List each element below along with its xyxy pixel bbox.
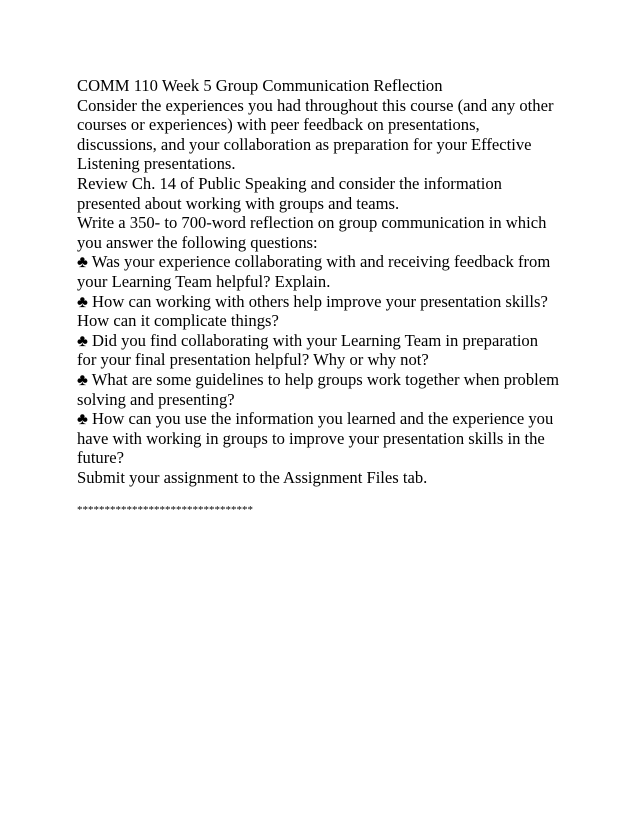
- intro-line-1: Consider the experiences you had throughout this course (and any other: [77, 95, 554, 115]
- question-3-line-2: for your final presentation helpful? Why or why not?: [77, 350, 429, 370]
- instruction-line-1: Write a 350- to 700-word reflection on group communication in which: [77, 213, 547, 233]
- question-4-line-2: solving and presenting?: [77, 389, 235, 409]
- question-1-line-1: ♣ Was your experience collaborating with and receiving feedback from: [77, 252, 551, 272]
- question-5-line-2: have with working in groups to improve your presentation skills in the: [77, 428, 545, 448]
- submit-instruction: Submit your assignment to the Assignment Files tab.: [77, 467, 428, 487]
- instruction-line-2: you answer the following questions:: [77, 232, 318, 252]
- question-5-line-1: ♣ How can you use the information you learned and the experience you: [77, 409, 554, 429]
- question-5-line-3: future?: [77, 448, 124, 468]
- question-4-line-1: ♣ What are some guidelines to help groups work together when problem: [77, 369, 560, 389]
- review-line-2: presented about working with groups and teams.: [77, 193, 400, 213]
- intro-line-4: Listening presentations.: [77, 154, 236, 174]
- intro-line-2: courses or experiences) with peer feedback on presentations,: [77, 115, 480, 135]
- question-2-line-2: How can it complicate things?: [77, 311, 279, 331]
- document-title: COMM 110 Week 5 Group Communication Reflection: [77, 76, 443, 95]
- question-2-line-1: ♣ How can working with others help improve your presentation skills?: [77, 291, 548, 311]
- question-3-line-1: ♣ Did you find collaborating with your Learning Team in preparation: [77, 330, 539, 350]
- document-body: [77, 76, 577, 516]
- asterisk-separator: ********************************: [77, 504, 253, 517]
- intro-line-3: discussions, and your collaboration as preparation for your Effective: [77, 134, 532, 154]
- question-1-line-2: your Learning Team helpful? Explain.: [77, 271, 331, 291]
- review-line-1: Review Ch. 14 of Public Speaking and consider the information: [77, 173, 502, 193]
